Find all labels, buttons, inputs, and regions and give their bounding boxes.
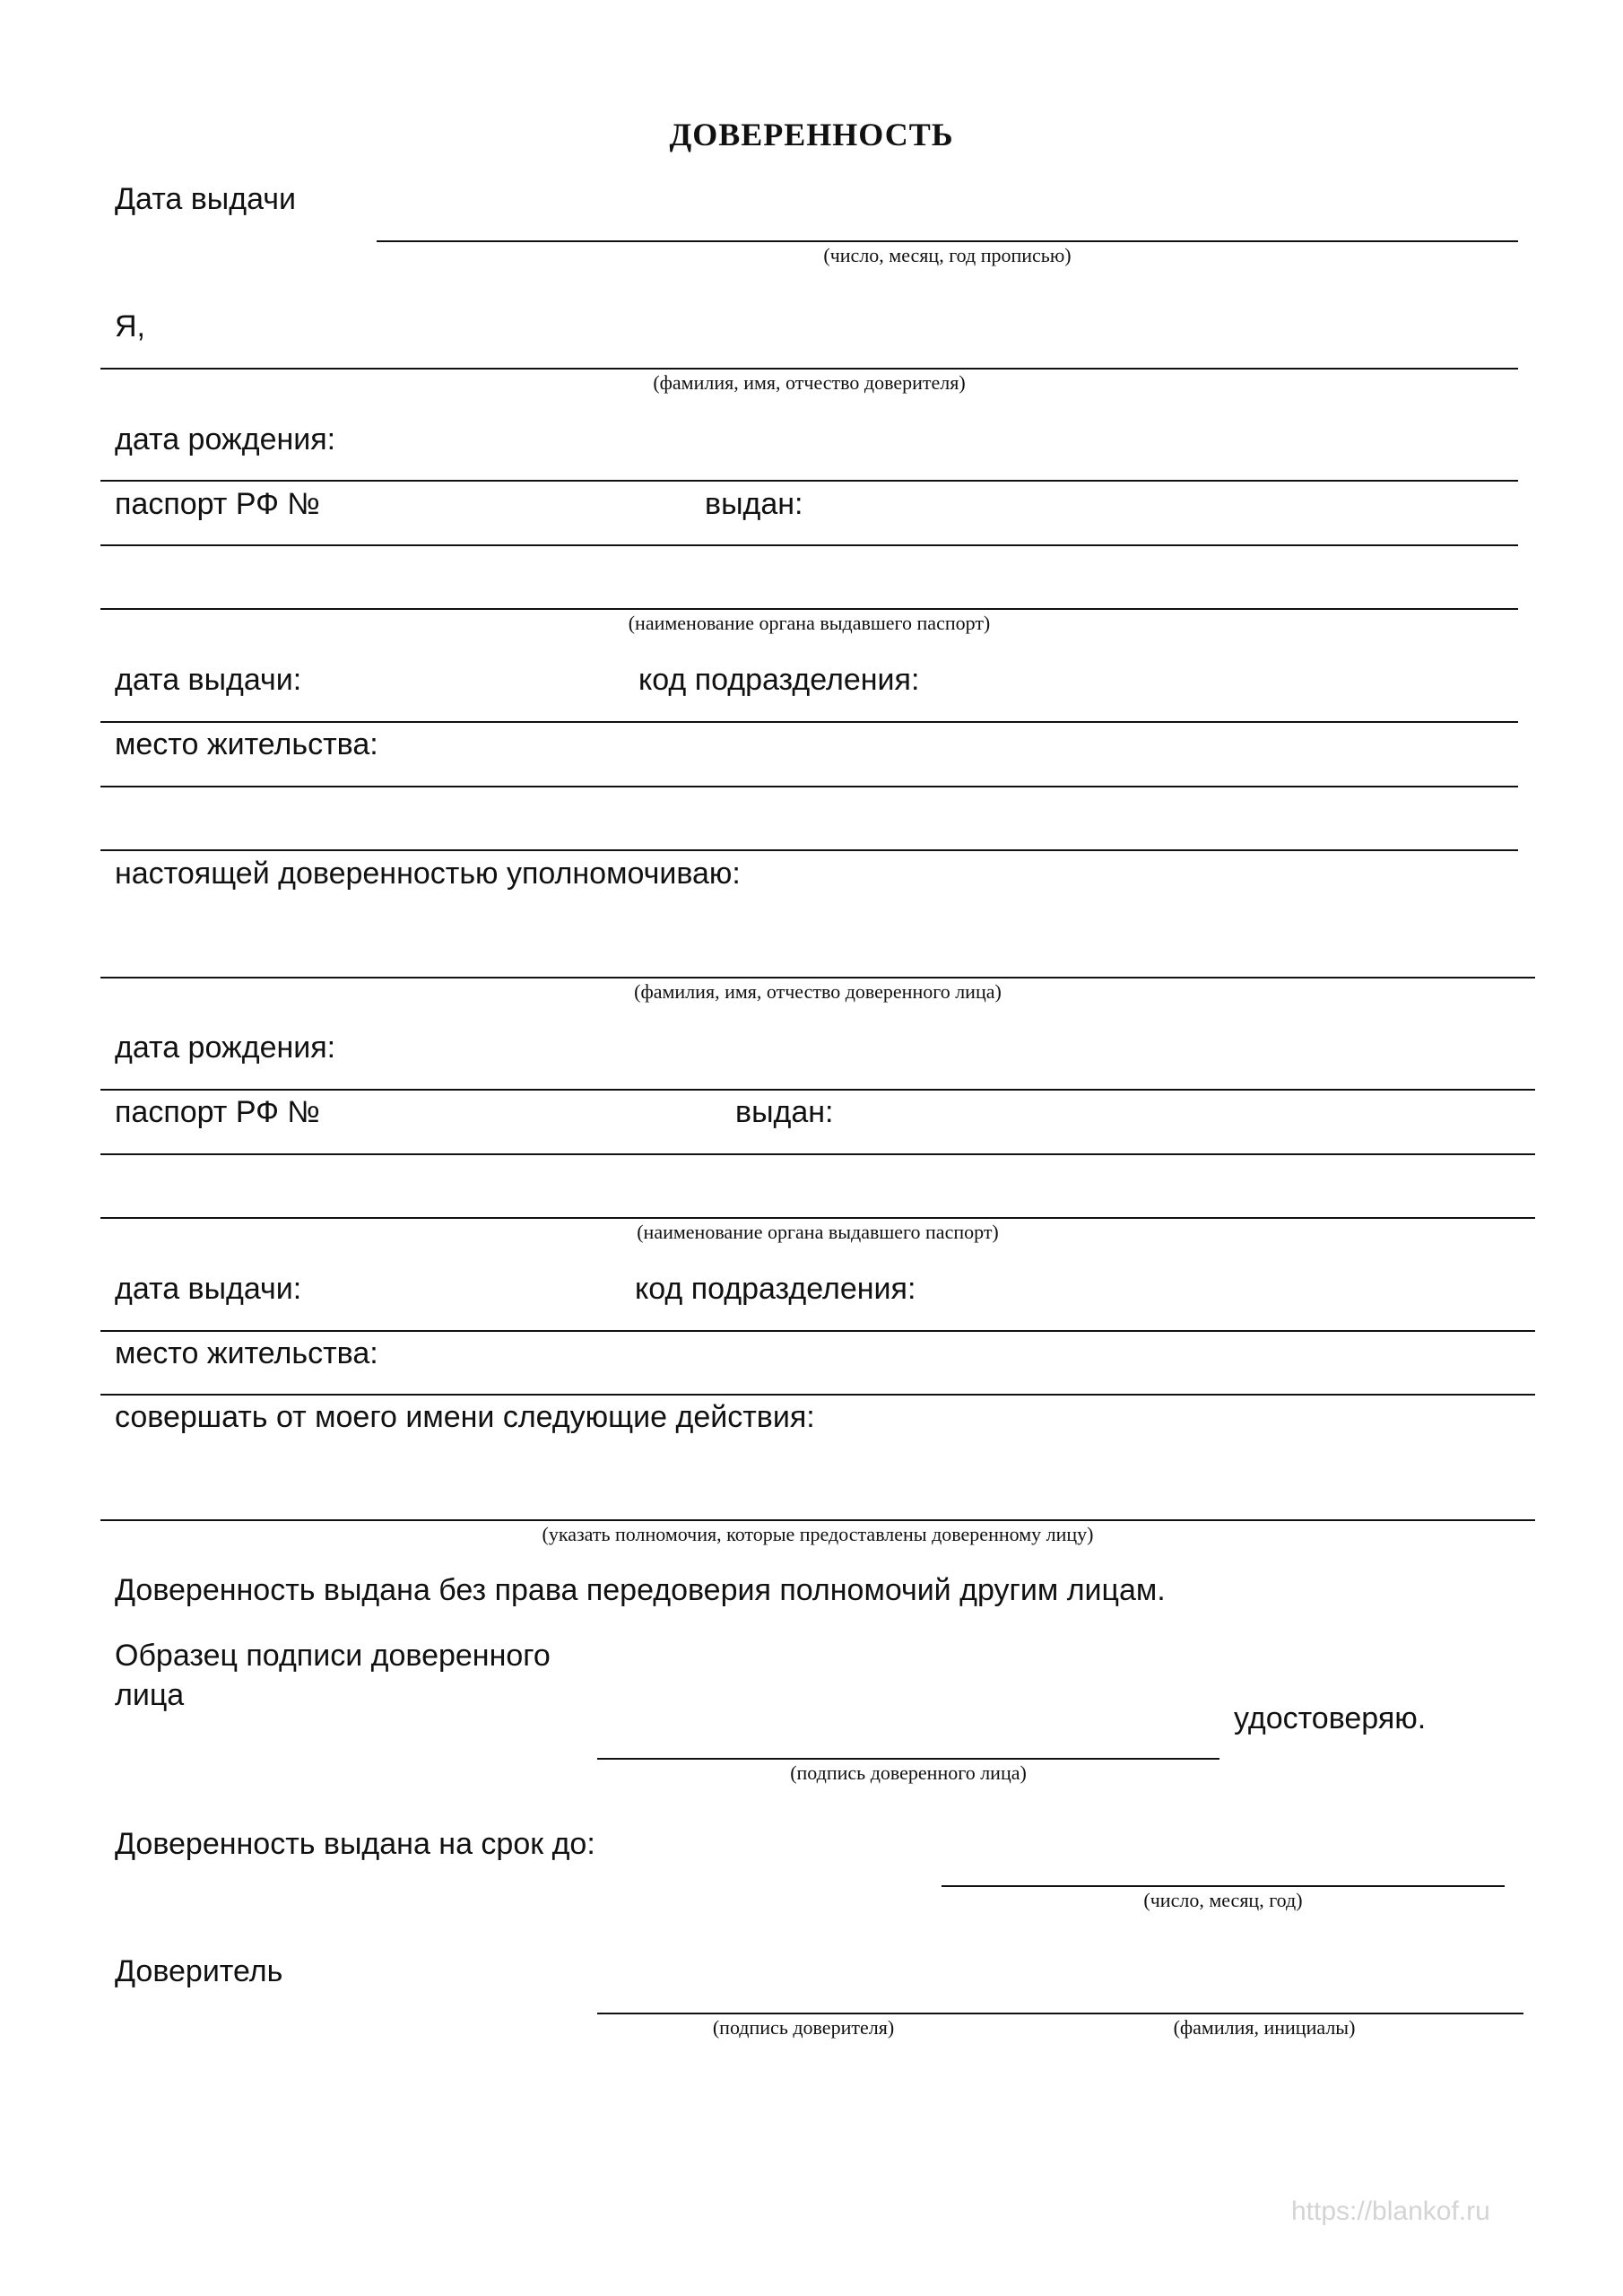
- attorney-signature-field[interactable]: [597, 1758, 1219, 1760]
- certify-text: удостоверяю.: [1234, 1701, 1427, 1735]
- principal-residence-label: место жительства:: [115, 727, 378, 761]
- validity-date-field[interactable]: [942, 1885, 1505, 1887]
- attorney-signature-caption: (подпись доверенного лица): [790, 1761, 1027, 1784]
- principal-name-initials-caption: (фамилия, инициалы): [1173, 2016, 1356, 2039]
- attorney-passport-field[interactable]: [100, 1153, 1535, 1155]
- attorney-name-field[interactable]: [100, 977, 1535, 978]
- signature-sample-label-line2: лица: [115, 1678, 185, 1712]
- principal-issue-date-field[interactable]: [100, 721, 1518, 723]
- principal-name-caption: (фамилия, имя, отчество доверителя): [653, 371, 966, 394]
- attorney-residence-field[interactable]: [100, 1394, 1535, 1396]
- attorney-issued-label: выдан:: [735, 1095, 834, 1129]
- principal-birth-date-label: дата рождения:: [115, 422, 336, 457]
- principal-issuer-caption: (наименование органа выдавшего паспорт): [628, 612, 991, 634]
- principal-issue-date-label: дата выдачи:: [115, 663, 302, 697]
- principal-intro: Я,: [115, 309, 145, 344]
- principal-residence-field[interactable]: [100, 786, 1518, 787]
- actions-caption: (указать полномочия, которые предоставлены доверенному лицу): [542, 1523, 1094, 1545]
- attorney-birth-date-field[interactable]: [100, 1089, 1535, 1091]
- principal-signature-field[interactable]: [597, 2013, 1523, 2014]
- principal-division-code-label: код подразделения:: [638, 663, 920, 697]
- principal-issued-label: выдан:: [705, 487, 803, 521]
- authorize-text: настоящей доверенностью уполномочиваю:: [115, 857, 741, 891]
- principal-name-field[interactable]: [100, 368, 1518, 370]
- document-title: ДОВЕРЕННОСТЬ: [669, 117, 954, 152]
- attorney-name-caption: (фамилия, имя, отчество доверенного лица): [634, 980, 1002, 1003]
- attorney-birth-date-label: дата рождения:: [115, 1031, 336, 1065]
- attorney-residence-label: место жительства:: [115, 1336, 378, 1370]
- attorney-issuer-field[interactable]: [100, 1217, 1535, 1219]
- principal-label: Доверитель: [115, 1954, 283, 1988]
- principal-passport-field[interactable]: [100, 544, 1518, 546]
- validity-label: Доверенность выдана на срок до:: [115, 1827, 595, 1861]
- principal-issuer-field[interactable]: [100, 608, 1518, 610]
- watermark-link[interactable]: https://blankof.ru: [1291, 2196, 1490, 2226]
- issue-date-caption: (число, месяц, год прописью): [823, 244, 1072, 266]
- attorney-issue-date-label: дата выдачи:: [115, 1272, 302, 1306]
- issue-date-label: Дата выдачи: [115, 182, 296, 216]
- no-subdelegation-text: Доверенность выдана без права передоверия полномочий другим лицам.: [115, 1573, 1166, 1607]
- attorney-issuer-caption: (наименование органа выдавшего паспорт): [637, 1221, 999, 1243]
- principal-residence-field-2[interactable]: [100, 849, 1518, 851]
- principal-birth-date-field[interactable]: [100, 480, 1518, 482]
- principal-signature-caption: (подпись доверителя): [712, 2016, 895, 2039]
- validity-caption: (число, месяц, год): [1143, 1889, 1303, 1911]
- signature-sample-label-line1: Образец подписи доверенного: [115, 1639, 551, 1673]
- principal-passport-label: паспорт РФ №: [115, 487, 320, 521]
- actions-field[interactable]: [100, 1519, 1535, 1521]
- attorney-passport-label: паспорт РФ №: [115, 1095, 320, 1129]
- attorney-division-code-label: код подразделения:: [635, 1272, 916, 1306]
- attorney-issue-date-field[interactable]: [100, 1330, 1535, 1332]
- actions-label: совершать от моего имени следующие действия:: [115, 1400, 815, 1434]
- issue-date-field[interactable]: [377, 240, 1518, 242]
